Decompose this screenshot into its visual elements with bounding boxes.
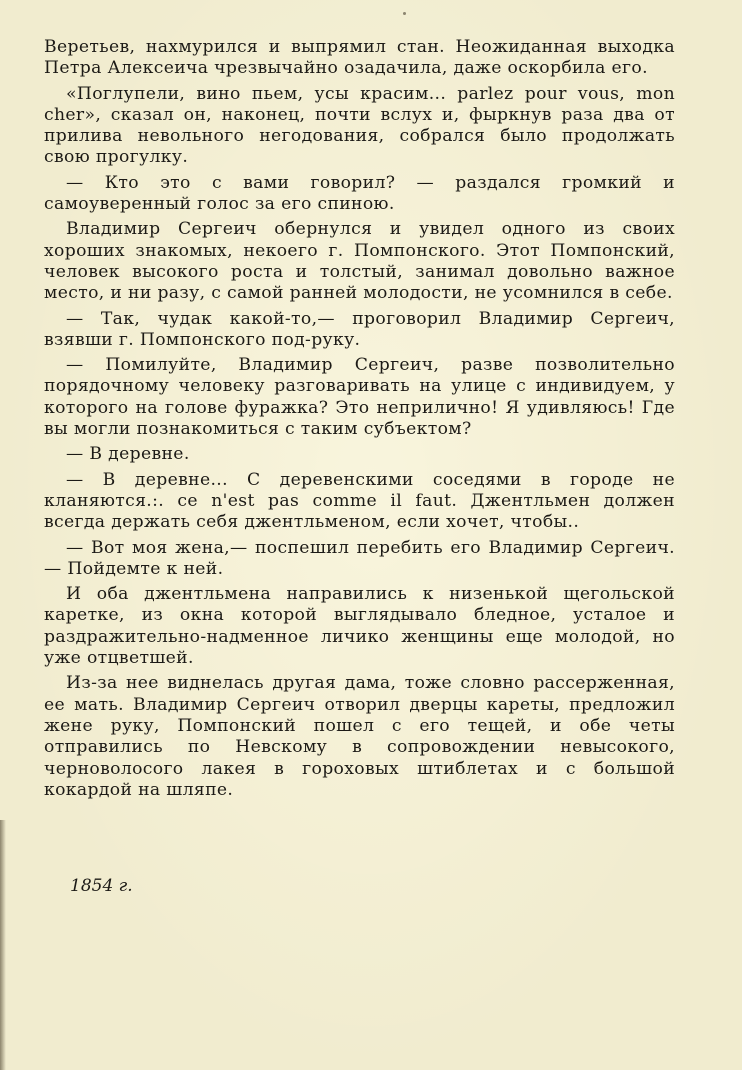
paragraph: И оба джентльмена направились к низенькой щегольской каретке, из окна которой выглядывало бледное, усталое и раздражительно-надменное личико женщины еще молодой, но уже отцветшей. (44, 584, 675, 669)
paragraph: — В деревне. (66, 444, 190, 465)
paper-speck (403, 12, 406, 15)
paragraph: — Так, чудак какой-то,— проговорил Владимир Сергеич, взявши г. Помпонского под-руку. (44, 308, 675, 350)
paragraph: Из-за нее виднелась другая дама, тоже словно рассерженная, ее мать. Владимир Сергеич отворил дверцы кареты, предложил жене руку, Помпонский пошел с его тещей, и обе четы отправились по Невскому в сопровождении невысокого, черноволосого лакея в гороховых штиблетах и с большой кокардой на шляпе. (44, 673, 675, 800)
paragraph: — Вот моя жена,— поспешил перебить его Владимир Сергеич.— Пойдемте к ней. (44, 537, 675, 579)
body-text (44, 37, 675, 805)
paragraph: — Помилуйте, Владимир Сергеич, разве позволительно порядочному человеку разговаривать на улице с индивидуем, у которого на голове фуражка? Это неприлично! Я удивляюсь! Где вы могли познакомиться с таким субъектом? (44, 355, 675, 440)
date-signature: 1854 г. (70, 876, 133, 896)
paragraph: Веретьев, нахмурился и выпрямил стан. Неожиданная выходка Петра Алексеича чрезвычайно озадачила, даже оскорбила его. (44, 37, 675, 79)
paragraph: Владимир Сергеич обернулся и увидел одного из своих хороших знакомых, некоего г. Помпонского. Этот Помпонский, человек высокого роста и толстый, занимал довольно важное место, и ни разу, с самой ранней молодости, не усомнился в себе. (44, 219, 675, 304)
paragraph: — В деревне... С деревенскими соседями в городе не кланяются.:. ce n'est pas comme il faut. Джентльмен должен всегда держать себя джентльменом, если хочет, чтобы.. (44, 469, 675, 533)
paragraph: «Поглупели, вино пьем, усы красим... parlez pour vous, mon cher», сказал он, наконец, почти вслух и, фыркнув раза два от прилива невольного негодования, собрался было продолжать свою прогулку. (44, 83, 675, 168)
binding-shadow (0, 820, 6, 1070)
paragraph: — Кто это с вами говорил? — раздался громкий и самоуверенный голос за его спиною. (44, 172, 675, 215)
